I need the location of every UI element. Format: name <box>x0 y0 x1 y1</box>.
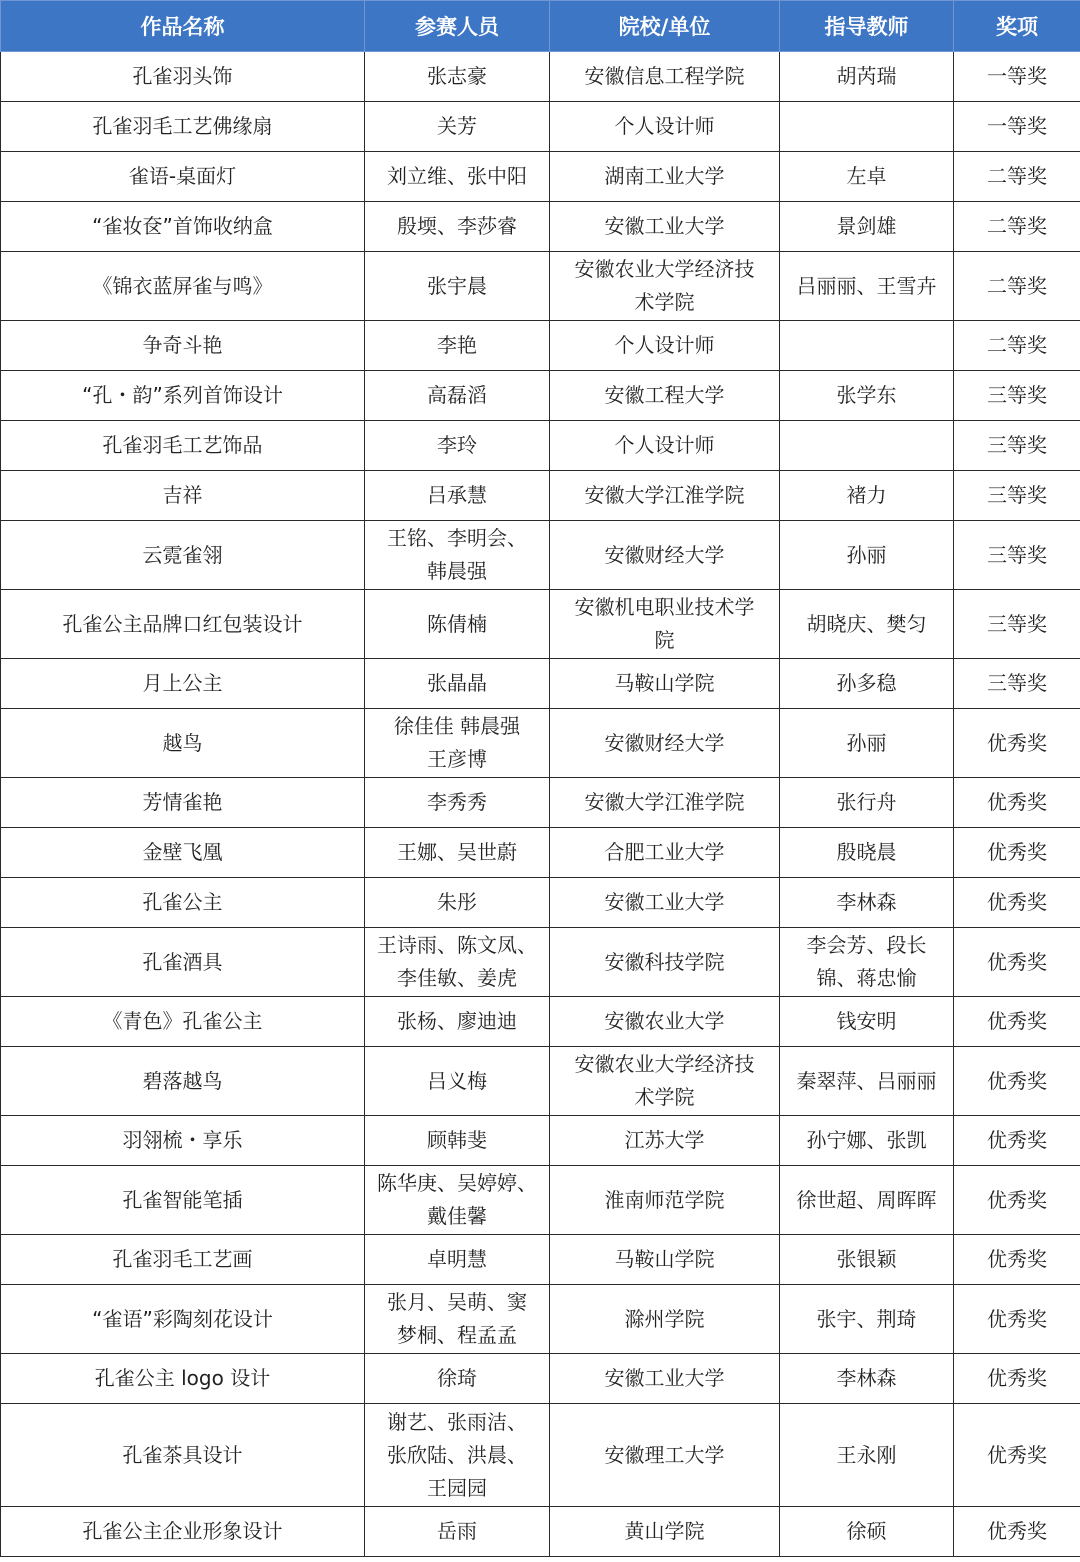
header-title: 作品名称 <box>1 1 365 52</box>
cell-title: “雀语”彩陶刻花设计 <box>1 1285 365 1354</box>
cell-teacher: 孙丽 <box>780 521 954 590</box>
cell-award: 优秀奖 <box>954 928 1080 997</box>
cell-school: 滁州学院 <box>550 1285 780 1354</box>
table-row <box>1 1404 1080 1507</box>
cell-teacher: 张银颖 <box>780 1235 954 1285</box>
cell-members: 李玲 <box>365 421 550 471</box>
cell-teacher: 徐世超、周晖晖 <box>780 1166 954 1235</box>
cell-members: 王诗雨、陈文凤、 李佳敏、姜虎 <box>365 928 550 997</box>
cell-award: 二等奖 <box>954 152 1080 202</box>
cell-teacher: 李林森 <box>780 1354 954 1404</box>
cell-members: 陈倩楠 <box>365 590 550 659</box>
header-row <box>1 1 1080 52</box>
cell-award: 二等奖 <box>954 202 1080 252</box>
cell-award: 三等奖 <box>954 659 1080 709</box>
cell-title: 《锦衣蓝屏雀与鸣》 <box>1 252 365 321</box>
cell-award: 三等奖 <box>954 590 1080 659</box>
table-row <box>1 421 1080 471</box>
cell-school: 黄山学院 <box>550 1507 780 1557</box>
cell-members: 王铭、李明会、 韩晨强 <box>365 521 550 590</box>
cell-award: 二等奖 <box>954 321 1080 371</box>
cell-teacher: 孙丽 <box>780 709 954 778</box>
table-row <box>1 1354 1080 1404</box>
cell-members: 谢艺、张雨洁、 张欣陆、洪晨、 王园园 <box>365 1404 550 1507</box>
table-row <box>1 52 1080 102</box>
cell-award: 二等奖 <box>954 252 1080 321</box>
cell-teacher: 王永刚 <box>780 1404 954 1507</box>
cell-title: 孔雀公主品牌口红包装设计 <box>1 590 365 659</box>
table-row <box>1 1235 1080 1285</box>
cell-school: 安徽工业大学 <box>550 202 780 252</box>
cell-title: 孔雀茶具设计 <box>1 1404 365 1507</box>
cell-members: 王娜、吴世蔚 <box>365 828 550 878</box>
cell-members: 张志豪 <box>365 52 550 102</box>
cell-award: 优秀奖 <box>954 1047 1080 1116</box>
cell-members: 徐佳佳 韩晨强 王彦博 <box>365 709 550 778</box>
cell-title: 孔雀公主 <box>1 878 365 928</box>
cell-award: 优秀奖 <box>954 1285 1080 1354</box>
cell-teacher: 左卓 <box>780 152 954 202</box>
cell-title: 云霓雀翎 <box>1 521 365 590</box>
cell-members: 朱彤 <box>365 878 550 928</box>
cell-members: 张杨、廖迪迪 <box>365 997 550 1047</box>
table-row <box>1 521 1080 590</box>
table-row <box>1 102 1080 152</box>
cell-members: 陈华庚、吴婷婷、 戴佳馨 <box>365 1166 550 1235</box>
table-row <box>1 1285 1080 1354</box>
cell-award: 优秀奖 <box>954 1235 1080 1285</box>
cell-school: 安徽财经大学 <box>550 521 780 590</box>
cell-award: 优秀奖 <box>954 1116 1080 1166</box>
header-teacher: 指导教师 <box>780 1 954 52</box>
cell-teacher: 殷晓晨 <box>780 828 954 878</box>
cell-teacher: 褚力 <box>780 471 954 521</box>
table-row <box>1 709 1080 778</box>
cell-title: 金壁飞凰 <box>1 828 365 878</box>
cell-teacher <box>780 321 954 371</box>
cell-school: 个人设计师 <box>550 102 780 152</box>
cell-award: 优秀奖 <box>954 1166 1080 1235</box>
cell-teacher: 景剑雄 <box>780 202 954 252</box>
cell-award: 一等奖 <box>954 52 1080 102</box>
cell-school: 安徽大学江淮学院 <box>550 471 780 521</box>
cell-members: 张宇晨 <box>365 252 550 321</box>
cell-teacher: 胡晓庆、樊匀 <box>780 590 954 659</box>
cell-title: 月上公主 <box>1 659 365 709</box>
table-row <box>1 321 1080 371</box>
cell-award: 三等奖 <box>954 371 1080 421</box>
table-row <box>1 828 1080 878</box>
cell-award: 优秀奖 <box>954 997 1080 1047</box>
cell-award: 三等奖 <box>954 471 1080 521</box>
cell-title: 孔雀羽毛工艺佛缘扇 <box>1 102 365 152</box>
cell-award: 优秀奖 <box>954 828 1080 878</box>
cell-school: 安徽工业大学 <box>550 1354 780 1404</box>
cell-teacher: 孙多稳 <box>780 659 954 709</box>
cell-members: 徐琦 <box>365 1354 550 1404</box>
cell-teacher: 吕丽丽、王雪卉 <box>780 252 954 321</box>
table-row <box>1 202 1080 252</box>
cell-school: 个人设计师 <box>550 321 780 371</box>
table-row <box>1 997 1080 1047</box>
cell-school: 个人设计师 <box>550 421 780 471</box>
cell-teacher: 张宇、荆琦 <box>780 1285 954 1354</box>
cell-title: 争奇斗艳 <box>1 321 365 371</box>
table-row <box>1 778 1080 828</box>
cell-teacher: 秦翠萍、吕丽丽 <box>780 1047 954 1116</box>
cell-title: 孔雀酒具 <box>1 928 365 997</box>
cell-award: 一等奖 <box>954 102 1080 152</box>
table-row <box>1 252 1080 321</box>
cell-members: 高磊滔 <box>365 371 550 421</box>
cell-award: 三等奖 <box>954 421 1080 471</box>
cell-school: 合肥工业大学 <box>550 828 780 878</box>
cell-members: 顾韩斐 <box>365 1116 550 1166</box>
cell-teacher <box>780 102 954 152</box>
table-row <box>1 471 1080 521</box>
cell-members: 张月、吴萌、窦 梦桐、程孟孟 <box>365 1285 550 1354</box>
table-row <box>1 152 1080 202</box>
table-row <box>1 371 1080 421</box>
cell-members: 殷堧、李莎睿 <box>365 202 550 252</box>
cell-title: 芳情雀艳 <box>1 778 365 828</box>
cell-school: 安徽科技学院 <box>550 928 780 997</box>
cell-school: 安徽农业大学经济技 术学院 <box>550 1047 780 1116</box>
table-row <box>1 590 1080 659</box>
cell-award: 优秀奖 <box>954 1354 1080 1404</box>
cell-title: 孔雀羽毛工艺画 <box>1 1235 365 1285</box>
cell-members: 李艳 <box>365 321 550 371</box>
table-row <box>1 1166 1080 1235</box>
cell-school: 淮南师范学院 <box>550 1166 780 1235</box>
cell-members: 岳雨 <box>365 1507 550 1557</box>
cell-title: 孔雀羽头饰 <box>1 52 365 102</box>
cell-members: 刘立维、张中阳 <box>365 152 550 202</box>
table-row <box>1 878 1080 928</box>
cell-members: 吕承慧 <box>365 471 550 521</box>
cell-title: 雀语-桌面灯 <box>1 152 365 202</box>
cell-title: 孔雀羽毛工艺饰品 <box>1 421 365 471</box>
cell-school: 江苏大学 <box>550 1116 780 1166</box>
table-row <box>1 1507 1080 1557</box>
cell-award: 优秀奖 <box>954 1404 1080 1507</box>
cell-school: 安徽机电职业技术学 院 <box>550 590 780 659</box>
cell-title: 羽翎梳・享乐 <box>1 1116 365 1166</box>
cell-teacher: 钱安明 <box>780 997 954 1047</box>
header-school: 院校/单位 <box>550 1 780 52</box>
cell-title: 碧落越鸟 <box>1 1047 365 1116</box>
cell-members: 卓明慧 <box>365 1235 550 1285</box>
cell-teacher: 胡芮瑞 <box>780 52 954 102</box>
cell-award: 优秀奖 <box>954 778 1080 828</box>
cell-members: 吕义梅 <box>365 1047 550 1116</box>
cell-award: 优秀奖 <box>954 709 1080 778</box>
cell-title: 越鸟 <box>1 709 365 778</box>
cell-school: 安徽大学江淮学院 <box>550 778 780 828</box>
header-award: 奖项 <box>954 1 1080 52</box>
cell-teacher: 张行舟 <box>780 778 954 828</box>
cell-members: 李秀秀 <box>365 778 550 828</box>
table-row <box>1 928 1080 997</box>
cell-award: 三等奖 <box>954 521 1080 590</box>
cell-school: 安徽信息工程学院 <box>550 52 780 102</box>
table-row <box>1 1116 1080 1166</box>
cell-teacher: 张学东 <box>780 371 954 421</box>
cell-school: 安徽农业大学 <box>550 997 780 1047</box>
cell-school: 马鞍山学院 <box>550 1235 780 1285</box>
cell-award: 优秀奖 <box>954 878 1080 928</box>
cell-title: 孔雀公主 logo 设计 <box>1 1354 365 1404</box>
header-members: 参赛人员 <box>365 1 550 52</box>
cell-teacher: 李会芳、段长 锦、蒋忠愉 <box>780 928 954 997</box>
cell-teacher: 李林森 <box>780 878 954 928</box>
cell-school: 湖南工业大学 <box>550 152 780 202</box>
cell-teacher: 徐硕 <box>780 1507 954 1557</box>
cell-award: 优秀奖 <box>954 1507 1080 1557</box>
cell-teacher <box>780 421 954 471</box>
cell-teacher: 孙宁娜、张凯 <box>780 1116 954 1166</box>
cell-school: 安徽工程大学 <box>550 371 780 421</box>
table-row <box>1 659 1080 709</box>
cell-school: 安徽工业大学 <box>550 878 780 928</box>
cell-title: 吉祥 <box>1 471 365 521</box>
cell-title: 《青色》孔雀公主 <box>1 997 365 1047</box>
table-row <box>1 1047 1080 1116</box>
cell-school: 安徽农业大学经济技 术学院 <box>550 252 780 321</box>
cell-school: 安徽理工大学 <box>550 1404 780 1507</box>
cell-school: 马鞍山学院 <box>550 659 780 709</box>
cell-members: 张晶晶 <box>365 659 550 709</box>
cell-members: 关芳 <box>365 102 550 152</box>
cell-title: 孔雀智能笔插 <box>1 1166 365 1235</box>
cell-title: “雀妆奁”首饰收纳盒 <box>1 202 365 252</box>
cell-title: 孔雀公主企业形象设计 <box>1 1507 365 1557</box>
cell-title: “孔・韵”系列首饰设计 <box>1 371 365 421</box>
table-body <box>1 52 1080 1557</box>
cell-school: 安徽财经大学 <box>550 709 780 778</box>
